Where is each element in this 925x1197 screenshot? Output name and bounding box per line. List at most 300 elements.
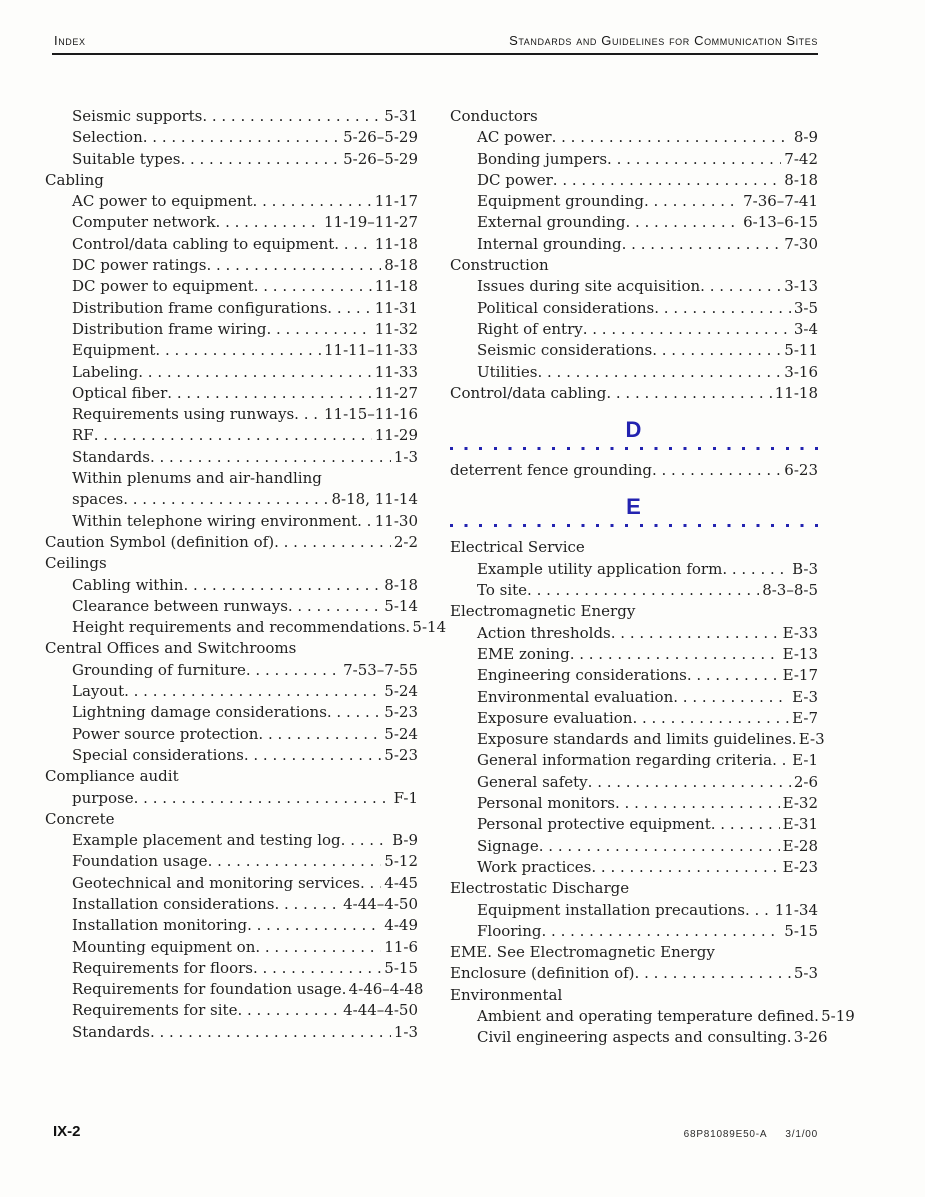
dot-leader — [745, 900, 772, 921]
dot-leader — [150, 1022, 391, 1043]
page-number: 4-45 — [384, 873, 418, 892]
entry-text: RF — [72, 426, 94, 445]
index-entry — [45, 298, 418, 319]
index-entry — [45, 340, 418, 361]
footer-doc-info — [684, 1129, 818, 1140]
page-number: 4-46–4-48 — [348, 980, 424, 999]
dot-leader — [553, 170, 782, 191]
index-entry — [45, 958, 418, 979]
page-number: 2-6 — [793, 772, 818, 791]
entry-text: Enclosure (definition of) — [450, 964, 635, 983]
dot-leader — [247, 915, 381, 936]
page-number: 5-26–5-29 — [343, 149, 418, 168]
dot-leader — [155, 340, 321, 361]
entry-text: Requirements for site — [72, 1001, 238, 1020]
page-number: 8-9 — [793, 128, 818, 147]
entry-text: Ceilings — [45, 554, 107, 573]
entry-text: Distribution frame wiring — [72, 319, 267, 338]
entry-text: Requirements for floors — [72, 958, 253, 977]
index-column-left — [45, 106, 447, 1049]
dot-leader — [622, 234, 782, 255]
index-entry — [450, 191, 818, 212]
dot-leader — [294, 404, 321, 425]
entry-text: AC power to equipment — [72, 192, 253, 211]
entry-text: Seismic considerations — [477, 341, 653, 360]
index-entry — [45, 702, 418, 723]
index-entry — [450, 857, 818, 878]
page-number: 5-19 — [821, 1006, 855, 1025]
dot-leader — [206, 255, 381, 276]
section-letter-e: E — [626, 494, 642, 520]
index-heading — [450, 942, 818, 963]
entry-text: Central Offices and Switchrooms — [45, 639, 297, 658]
entry-text: Compliance audit — [45, 767, 179, 786]
index-entry — [450, 319, 818, 340]
dot-leader — [123, 489, 328, 510]
index-entry — [45, 234, 418, 255]
entry-text: Personal protective equipment — [477, 815, 711, 834]
dot-leader — [615, 793, 780, 814]
entry-text: Electrical Service — [450, 538, 585, 557]
section-divider-dots — [450, 524, 818, 527]
dot-leader — [274, 894, 340, 915]
index-heading — [450, 601, 818, 622]
dot-leader — [632, 708, 789, 729]
page-number: 3-16 — [784, 362, 818, 381]
dot-leader — [606, 383, 771, 404]
header-rule — [52, 53, 818, 55]
page-number: 11-18 — [774, 383, 818, 402]
index-entry — [45, 681, 418, 702]
dot-leader — [711, 814, 780, 835]
entry-text: Height requirements and recommendations — [72, 618, 406, 637]
entry-text: DC power — [477, 170, 553, 189]
index-entry — [450, 836, 818, 857]
index-entry — [45, 447, 418, 468]
entry-text: Equipment — [72, 341, 156, 360]
index-entry — [450, 772, 818, 793]
index-entry — [45, 532, 418, 553]
page-number: 5-14 — [384, 596, 418, 615]
index-entry — [45, 383, 418, 404]
dot-leader — [237, 1000, 340, 1021]
page-number: 11-29 — [374, 426, 418, 445]
dot-leader — [183, 575, 381, 596]
index-entry — [45, 511, 418, 532]
entry-text: Environmental — [450, 985, 563, 1004]
entry-text: Action thresholds — [477, 623, 611, 642]
index-entry — [45, 788, 418, 809]
index-entry — [450, 362, 818, 383]
index-heading — [450, 537, 818, 558]
dot-leader — [327, 298, 371, 319]
page-number: 4-44–4-50 — [343, 1001, 418, 1020]
entry-text: spaces — [72, 490, 124, 509]
entry-text: Within plenums and air-handling — [72, 469, 322, 488]
entry-text: Flooring — [477, 921, 542, 940]
entry-text: Political considerations — [477, 298, 655, 317]
entry-text: purpose — [72, 788, 134, 807]
index-entry — [450, 127, 818, 148]
index-heading — [45, 809, 418, 830]
entry-text: Mounting equipment on — [72, 937, 256, 956]
index-entry — [450, 729, 825, 750]
page-number: 6-23 — [784, 461, 818, 480]
dot-leader — [253, 958, 381, 979]
entry-text: AC power — [477, 128, 552, 147]
page-number: 3-13 — [784, 277, 818, 296]
page-number: B-3 — [792, 559, 818, 578]
index-entry — [45, 1022, 418, 1043]
dot-leader — [652, 460, 781, 481]
dot-leader — [687, 665, 780, 686]
section-letter-d: D — [625, 417, 643, 443]
index-entry — [45, 319, 418, 340]
page-number: 5-11 — [784, 341, 818, 360]
page-number: E-3 — [798, 730, 825, 749]
page-number: E-1 — [792, 751, 818, 770]
page-number: 5-24 — [384, 682, 418, 701]
index-entry — [450, 963, 818, 984]
index-heading — [450, 878, 818, 899]
dot-leader — [341, 830, 389, 851]
page-number: 5-26–5-29 — [343, 128, 418, 147]
index-heading — [450, 255, 818, 276]
page-number: 5-15 — [784, 921, 818, 940]
index-entry — [450, 623, 818, 644]
entry-text: DC power ratings — [72, 256, 207, 275]
index-entry — [450, 170, 818, 191]
index-entry — [45, 596, 418, 617]
page-number: 8-18 — [784, 170, 818, 189]
entry-text: Clearance between runways — [72, 596, 288, 615]
index-column-right — [450, 106, 855, 1049]
entry-text: Example utility application form — [477, 559, 723, 578]
dot-leader — [625, 212, 740, 233]
index-heading — [450, 106, 818, 127]
index-entry — [450, 921, 818, 942]
page-number: 3-5 — [793, 298, 818, 317]
entry-text: General information regarding criteria — [477, 751, 773, 770]
page-number: 11-11–11-33 — [324, 341, 418, 360]
entry-text: External grounding — [477, 213, 626, 232]
dot-leader — [327, 702, 381, 723]
footer-page-number: IX-2 — [53, 1123, 81, 1140]
entry-text: Right of entry — [477, 319, 583, 338]
index-heading — [45, 553, 418, 574]
entry-text: To site — [477, 581, 528, 600]
running-header-right: Standards and Guidelines for Communication Sites — [509, 33, 818, 48]
entry-text: deterrent fence grounding — [450, 461, 652, 480]
dot-leader — [94, 425, 372, 446]
dot-leader — [138, 362, 372, 383]
entry-text: Construction — [450, 256, 549, 275]
page-number: 8-18 — [384, 256, 418, 275]
page-number: 5-15 — [384, 958, 418, 977]
page-number: 5-3 — [793, 964, 818, 983]
index-entry — [45, 873, 418, 894]
entry-text: Utilities — [477, 362, 538, 381]
index-entry — [450, 149, 818, 170]
index-heading — [45, 766, 418, 787]
entry-text: Optical fiber — [72, 383, 168, 402]
page-number: 1-3 — [393, 1022, 418, 1041]
dot-leader — [255, 937, 381, 958]
page-number: 11-19–11-27 — [324, 213, 418, 232]
entry-text: Cabling within — [72, 575, 184, 594]
dot-leader — [216, 212, 321, 233]
page-number: 7-42 — [784, 149, 818, 168]
page-number: 5-24 — [384, 724, 418, 743]
page-number: 1-3 — [393, 447, 418, 466]
index-heading — [45, 638, 418, 659]
index-entry — [45, 362, 418, 383]
dot-leader — [150, 447, 391, 468]
page-number: E-17 — [782, 666, 818, 685]
index-heading — [45, 170, 418, 191]
entry-text: Civil engineering aspects and consulting — [477, 1028, 787, 1047]
page-number: E-3 — [792, 687, 818, 706]
entry-text: Example placement and testing log — [72, 831, 341, 850]
entry-text: Special considerations — [72, 745, 244, 764]
dot-leader — [570, 644, 780, 665]
dot-leader — [588, 772, 791, 793]
entry-text: Distribution frame configurations — [72, 298, 328, 317]
dot-leader — [772, 750, 789, 771]
index-entry — [450, 1027, 828, 1048]
index-entry — [45, 937, 418, 958]
page-number: 8-18, 11-14 — [331, 490, 418, 509]
index-entry — [45, 149, 418, 170]
entry-text: Seismic supports — [72, 107, 203, 125]
index-entry — [450, 687, 818, 708]
dot-leader — [537, 362, 781, 383]
index-entry — [45, 830, 418, 851]
index-entry — [450, 900, 818, 921]
index-entry — [45, 489, 418, 510]
page-number: 4-44–4-50 — [343, 894, 418, 913]
dot-leader — [167, 383, 371, 404]
dot-leader — [673, 687, 789, 708]
entry-text: Cabling — [45, 170, 104, 189]
page-number: 11-34 — [774, 900, 818, 919]
dot-leader — [552, 127, 791, 148]
entry-text: Control/data cabling to equipment — [72, 234, 335, 253]
index-entry — [450, 460, 818, 481]
page-number: 3-26 — [793, 1028, 828, 1047]
dot-leader — [539, 836, 780, 857]
index-entry — [45, 1000, 418, 1021]
dot-leader — [334, 234, 371, 255]
page-number: 3-4 — [793, 319, 818, 338]
entry-text: Standards — [72, 1022, 150, 1041]
dot-leader — [246, 660, 340, 681]
entry-text: DC power to equipment — [72, 277, 254, 296]
dot-leader — [288, 596, 381, 617]
entry-text: Layout — [72, 682, 125, 701]
index-entry — [45, 191, 418, 212]
page-number: 8-18 — [384, 575, 418, 594]
entry-text: Engineering considerations — [477, 666, 687, 685]
page-number: E-32 — [782, 794, 818, 813]
index-entry — [450, 814, 818, 835]
index-entry — [45, 106, 418, 127]
entry-text: Signage — [477, 836, 539, 855]
page-number: E-23 — [782, 857, 818, 876]
page-number: F-1 — [393, 788, 418, 807]
page-number: 5-23 — [384, 745, 418, 764]
index-entry — [450, 559, 818, 580]
page-number: 11-31 — [374, 298, 418, 317]
entry-text: Conductors — [450, 107, 538, 125]
page-number: 5-23 — [384, 703, 418, 722]
page-number: 7-53–7-55 — [343, 660, 418, 679]
index-entry — [450, 580, 818, 601]
index-entry — [45, 660, 418, 681]
index-entry — [450, 750, 818, 771]
index-entry — [45, 276, 418, 297]
index-entry — [45, 915, 418, 936]
index-columns — [45, 106, 855, 1049]
dot-leader — [542, 921, 782, 942]
dot-leader — [644, 191, 740, 212]
page-number: 6-13–6-15 — [743, 213, 818, 232]
footer-doc-id: 68P81089E50-A — [683, 1129, 768, 1140]
index-entry — [45, 894, 418, 915]
entry-text: Equipment installation precautions — [477, 900, 745, 919]
index-entry — [450, 276, 818, 297]
entry-text: Requirements for foundation usage — [72, 980, 342, 999]
entry-text: Work practices — [477, 857, 592, 876]
dot-leader — [591, 857, 779, 878]
dot-leader — [208, 851, 382, 872]
page-number: 11-18 — [374, 234, 418, 253]
entry-text: Exposure standards and limits guidelines — [477, 730, 792, 749]
page-number: 5-31 — [384, 107, 418, 125]
entry-text: Internal grounding — [477, 234, 622, 253]
entry-text: Geotechnical and monitoring services — [72, 873, 360, 892]
index-entry — [450, 793, 818, 814]
index-entry — [450, 298, 818, 319]
dot-leader — [244, 745, 381, 766]
dot-leader — [527, 580, 759, 601]
index-entry — [45, 404, 418, 425]
entry-text: Caution Symbol (definition of) — [45, 532, 275, 551]
entry-text: Environmental evaluation — [477, 687, 674, 706]
entry-text: Exposure evaluation — [477, 708, 633, 727]
entry-text: General safety — [477, 772, 588, 791]
dot-leader — [360, 873, 381, 894]
entry-text: Foundation usage — [72, 852, 208, 871]
running-header-left: Index — [54, 33, 86, 48]
page-number: 11-30 — [374, 511, 418, 530]
page-number: E-28 — [782, 836, 818, 855]
page-number: E-31 — [782, 815, 818, 834]
page-number: 7-36–7-41 — [743, 192, 818, 211]
dot-leader — [180, 149, 340, 170]
index-entry — [450, 644, 818, 665]
entry-text: EME zoning — [477, 644, 570, 663]
dot-leader — [652, 340, 781, 361]
dot-leader — [143, 127, 340, 148]
entry-text: Equipment grounding — [477, 192, 644, 211]
dot-leader — [134, 788, 391, 809]
page-number: 11-27 — [374, 383, 418, 402]
entry-text: Installation monitoring — [72, 916, 248, 935]
index-entry — [45, 255, 418, 276]
index-entry — [45, 212, 418, 233]
entry-text: Personal monitors — [477, 794, 616, 813]
entry-text: Power source protection — [72, 724, 259, 743]
index-entry — [450, 1006, 855, 1027]
page-number: 11-17 — [374, 192, 418, 211]
page-number: 2-2 — [393, 532, 418, 551]
page-number: E-33 — [782, 623, 818, 642]
dot-leader — [722, 559, 789, 580]
index-entry — [45, 127, 418, 148]
entry-text: Control/data cabling — [450, 383, 607, 402]
entry-text: Grounding of furniture — [72, 660, 246, 679]
index-entry — [45, 617, 447, 638]
entry-text: Electrostatic Discharge — [450, 879, 630, 898]
dot-leader — [254, 276, 372, 297]
dot-leader — [357, 511, 372, 532]
page-number: E-13 — [782, 644, 818, 663]
dot-leader — [266, 319, 371, 340]
page-number: 8-3–8-5 — [762, 581, 818, 600]
dot-leader — [202, 106, 381, 127]
page-number: B-9 — [392, 831, 418, 850]
index-entry — [450, 708, 818, 729]
index-entry-wrap-line — [45, 468, 418, 489]
page-number: 11-18 — [374, 277, 418, 296]
entry-text: EME. See Electromagnetic Energy — [450, 943, 715, 962]
dot-leader — [253, 191, 372, 212]
page-number: 11-15–11-16 — [324, 405, 418, 424]
dot-leader — [124, 681, 381, 702]
dot-leader — [635, 963, 791, 984]
entry-text: Computer network — [72, 213, 216, 232]
dot-leader — [700, 276, 781, 297]
index-entry — [45, 979, 424, 1000]
page-number: 4-49 — [384, 916, 418, 935]
entry-text: Lightning damage considerations — [72, 703, 327, 722]
index-entry — [450, 340, 818, 361]
dot-leader — [274, 532, 391, 553]
page-number: E-7 — [792, 708, 818, 727]
index-entry — [45, 425, 418, 446]
dot-leader — [611, 623, 780, 644]
entry-text: Labeling — [72, 362, 139, 381]
page-number: 5-12 — [384, 852, 418, 871]
index-entry — [45, 724, 418, 745]
page-number: 11-32 — [374, 319, 418, 338]
dot-leader — [654, 298, 791, 319]
page-number: 7-30 — [784, 234, 818, 253]
index-entry — [450, 665, 818, 686]
entry-text: Bonding jumpers — [477, 149, 608, 168]
index-entry — [450, 383, 818, 404]
index-entry — [450, 212, 818, 233]
page-number: 5-14 — [412, 618, 447, 637]
index-entry — [45, 575, 418, 596]
dot-leader — [607, 149, 781, 170]
index-heading — [450, 985, 818, 1006]
index-entry — [450, 234, 818, 255]
dot-leader — [258, 724, 381, 745]
entry-text: Requirements using runways — [72, 405, 295, 424]
dot-leader — [583, 319, 791, 340]
